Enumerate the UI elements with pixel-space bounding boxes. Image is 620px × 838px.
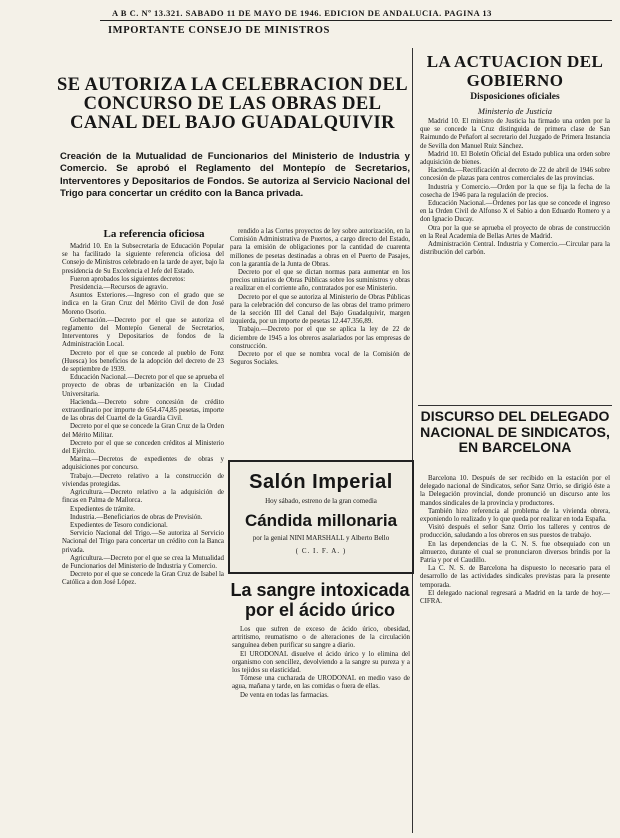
section-divider (418, 405, 612, 406)
paragraph: Madrid 10. El Boletín Oficial del Estado publica una orden sobre adquisición de bienes. (420, 150, 610, 167)
paragraph: Decreto por el que se concede la Gran Cruz de la Orden del Mérito Militar. (62, 423, 224, 439)
film-producer: ( C. I. F. A. ) (295, 547, 347, 555)
cinema-announcement: Hoy sábado, estreno de la gran comedia (265, 497, 377, 505)
column-rule (412, 48, 413, 833)
body-column-right-top (420, 118, 610, 406)
paragraph: Educación Nacional.—Órdenes por las que se concede el ingreso en la Orden Civil de Alfonso X el Sabio a don Eduardo Romero y a don Ignacio Ducay. (420, 200, 610, 224)
paragraph: Agricultura.—Decreto relativo a la adquisición de fincas en Palma de Mallorca. (62, 489, 224, 505)
paragraph: Asuntos Exteriores.—Ingreso con el grado que se indica en la Gran Cruz del Mérito Civil de don José Moreno Osorio. (62, 292, 224, 316)
right-subhead: Disposiciones oficiales (470, 92, 560, 102)
paragraph: También hizo referencia al problema de la vivienda obrera, exponiendo lo realizado y lo que queda por realizar en toda España. (420, 507, 610, 524)
cinema-advertisement (228, 460, 414, 574)
paragraph: Marina.—Decretos de expedientes de obras y adquisiciones por concurso. (62, 456, 224, 472)
paragraph: Expedientes de Tesoro condicional. (70, 521, 168, 529)
article-subhead: La referencia oficiosa (103, 228, 205, 240)
ad-body-column (232, 626, 410, 833)
paragraph: Hacienda.—Rectificación al decreto de 22 de abril de 1946 sobre concesión de plazas para centros comerciales de las provincias. (420, 167, 610, 183)
paragraph: rendido a las Cortes proyectos de ley sobre autorización, en la Comisión Administrativa de Puertos, a cargo directo del Estado, para la emisión de obligaciones por la cantidad de cuarenta millones de pesetas destinadas a obras en el Puerto de Pasajes, con la garantía de la Junta de Obras. (230, 228, 410, 268)
paragraph: Industria y Comercio.—Orden por la que se fija la fecha de la cosecha de 1946 para la regulación de precios. (420, 183, 610, 199)
body-column-1 (62, 243, 224, 833)
main-headline: SE AUTORIZA LA CELEBRACION DEL CONCURSO DE LAS OBRAS DEL CANAL DEL BAJO GUADALQUIVIR (57, 75, 408, 133)
paragraph: Madrid 10. El ministro de Justicia ha firmado una orden por la que se concede la Cruz distinguida de primera clase de San Raimundo de Peñafort al secretario del Juzgado de Primera Instancia de Sevilla don Manuel Ruiz Sánchez. (420, 118, 610, 150)
paragraph: Fueron aprobados los siguientes decretos: (70, 275, 186, 283)
right-headline-2: DISCURSO DEL DELEGADO NACIONAL DE SINDICATOS, EN BARCELONA (420, 408, 610, 455)
paragraph: Administración Central. Industria y Comercio.—Circular para la distribución del carbón. (420, 241, 610, 257)
paragraph: De venta en todas las farmacias. (240, 691, 329, 699)
body-column-2 (230, 228, 410, 436)
body-column-right-bottom (420, 475, 610, 833)
paragraph: El URODONAL disuelve el ácido úrico y lo elimina del organismo con sencillez, devolviendo a la sangre su pureza y a los tejidos su elasticidad. (232, 650, 410, 675)
paragraph: Industria.—Beneficiarios de obras de Previsión. (70, 513, 203, 521)
paragraph: Decreto por el que se conceden créditos al Ministerio del Ejército. (62, 439, 224, 456)
paragraph: Expedientes de trámite. (70, 505, 135, 513)
headline-summary: Creación de la Mutualidad de Funcionarios del Ministerio de Industria y Comercio. Se aprobó el Reglamento del Montepío de Secretarios, Interventores y Depositarios de Fondos. Se autoriza al Servicio Nacional del Trigo para concertar un crédito con la Banca privada. (60, 151, 410, 200)
paragraph: El delegado nacional regresará a Madrid en la tarde de hoy.—CIFRA. (420, 589, 610, 606)
paragraph: En las dependencias de la C. N. S. fue obsequiado con un almuerzo, durante el cual se pronunciaron diversos brindis por la Patria y por el Caudillo. (420, 540, 610, 565)
paragraph: Trabajo.—Decreto por el que se aplica la ley de 22 de diciembre de 1945 a los obreros asalariados por las empresas de construcción. (230, 326, 410, 350)
section-kicker: IMPORTANTE CONSEJO DE MINISTROS (108, 25, 330, 36)
cinema-name: Salón Imperial (249, 471, 393, 493)
page-folio: A B C. Nº 13.321. SABADO 11 DE MAYO DE 1946. EDICION DE ANDALUCIA. PAGINA 13 (112, 8, 492, 18)
paragraph: Barcelona 10. Después de ser recibido en la estación por el delegado nacional de Sindicatos, señor Sanz Orrio, se dirigió éste a la Delegación provincial, donde pronunció un discurso ante los mandos sindicales de la provincia y productores. (420, 475, 610, 507)
paragraph: Presidencia.—Recursos de agravio. (70, 284, 168, 292)
ministry-label: Ministerio de Justicia (477, 106, 553, 116)
paragraph: Otra por la que se aprueba el proyecto de obras de construcción en la Real Academia de Bellas Artes de Madrid. (420, 224, 610, 240)
paragraph: Hacienda.—Decreto sobre concesión de crédito extraordinario por importe de 654.474,85 pesetas, importe de las obras del Cuartel de la Guardia Civil. (62, 398, 224, 423)
paragraph: Decreto por el que se dictan normas para aumentar en los precios unitarios de Obras Públicas sobre los suministros y obras a realizar en el corriente año, contratados por ese Ministerio. (230, 269, 410, 293)
paragraph: Agricultura.—Decreto por el que se crea la Mutualidad de Funcionarios del Ministerio de Industria y Comercio. (62, 554, 224, 570)
paragraph: Trabajo.—Decreto relativo a la construcción de viviendas protegidas. (62, 472, 224, 488)
paragraph: Decreto por el que se autoriza al Ministerio de Obras Públicas para la celebración del concurso de las obras del tramo primero de la sección III del Canal del Bajo Guadalquivir, margen izquierda, por un importe de pesetas 12.447.356,89. (230, 293, 410, 326)
paragraph: Gobernación.—Decreto por el que se autoriza el reglamento del Montepío General de Secretarios, Interventores y Depositarios de fondos de la Administración Local. (62, 316, 224, 349)
film-cast: por la genial NINI MARSHALL y Alberto Bello (252, 534, 390, 542)
paragraph: Decreto por el que se concede la Gran Cruz de Isabel la Católica a don José López. (62, 571, 224, 587)
top-rule (100, 20, 612, 21)
paragraph: Visitó después el señor Sanz Orrio los talleres y centros de producción, saludando a los obreros en sus puestos de trabajo. (420, 524, 610, 540)
paragraph: Decreto por el que se concede al pueblo de Fonz (Huesca) los beneficios de la adopción del decreto de 23 de septiembre de 1939. (62, 349, 224, 374)
paragraph: Madrid 10. En la Subsecretaría de Educación Popular se ha facilitado la siguiente referencia oficiosa del Consejo de Ministros celebrado en la tarde de ayer, bajo la presidencia de Su Excelencia el Jefe del Estado. (62, 243, 224, 275)
paragraph: Educación Nacional.—Decreto por el que se aprueba el proyecto de obras de urbanización en la Ciudad Universitaria. (62, 374, 224, 398)
paragraph: Tómese una cucharada de URODONAL en medio vaso de agua, mañana y tarde, en las comidas o fuera de ellas. (232, 675, 410, 691)
right-headline: LA ACTUACION DEL GOBIERNO (426, 52, 604, 90)
paragraph: La C. N. S. de Barcelona ha dispuesto lo necesario para el desarrollo de las actividades sindicales previstas para la presente temporada. (420, 565, 610, 589)
uric-acid-ad-headline: La sangre intoxicada por el ácido úrico (230, 580, 410, 620)
paragraph: Decreto por el que se nombra vocal de la Comisión de Seguros Sociales. (230, 351, 410, 367)
paragraph: Los que sufren de exceso de ácido úrico, obesidad, artritismo, reumatismo o de alteraciones de la circulación sanguínea deben purificar su sangre a diario. (232, 626, 410, 650)
paragraph: Servicio Nacional del Trigo.—Se autoriza al Servicio Nacional del Trigo para concertar un crédito con la Banca privada. (62, 530, 224, 554)
film-title: Cándida millonaria (244, 511, 398, 530)
